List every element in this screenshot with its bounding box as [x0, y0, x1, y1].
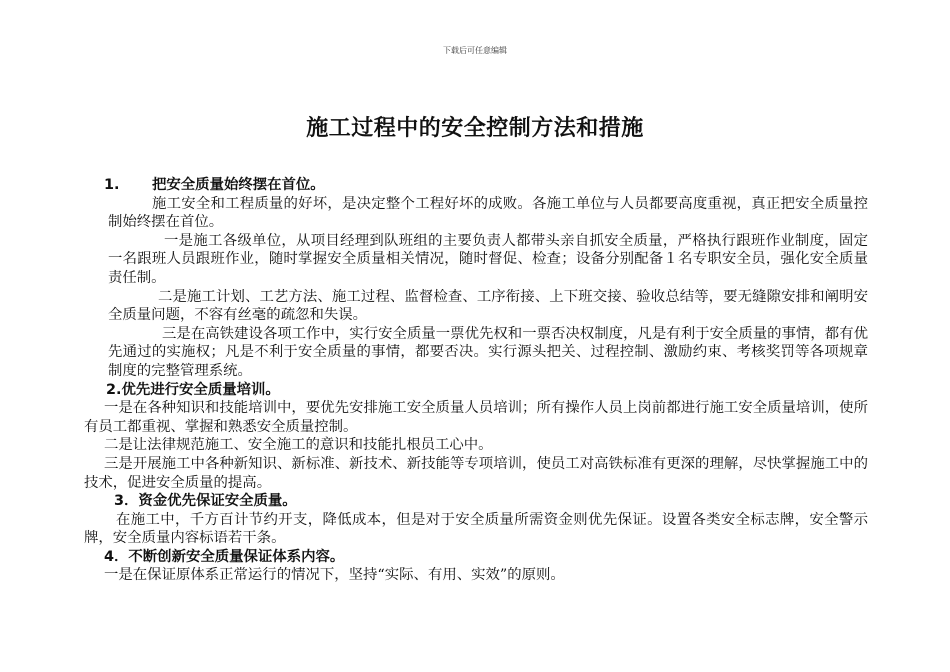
section-2-paragraph: 三是开展施工中各种新知识、新标准、新技术、新技能等专项培训，使员工对高铁标准有更深的理解，尽快掌握施工中的技术，促进安全质量的提高。: [84, 455, 868, 491]
section-3-heading: 3．资金优先保证安全质量。: [114, 493, 297, 510]
section-1-paragraph: 二是施工计划、工艺方法、施工过程、监督检查、工序衔接、上下班交接、验收总结等，要无缝隙安排和阐明安全质量问题，不容有丝毫的疏忽和失误。: [108, 288, 868, 324]
section-2-paragraph: 二是让法律规范施工、安全施工的意识和技能扎根员工心中。: [104, 437, 493, 454]
section-1-paragraph: 施工安全和工程质量的好坏，是决定整个工程好坏的成败。各施工单位与人员都要高度重视，真正把安全质量控制始终摆在首位。: [108, 195, 868, 231]
section-1-heading-text: 把安全质量始终摆在首位。: [152, 177, 325, 193]
document-body: [84, 176, 868, 585]
section-4-paragraph: 一是在保证原体系正常运行的情况下，坚持“实际、有用、实效”的原则。: [104, 567, 565, 584]
section-4-heading: 4．不断创新安全质量保证体系内容。: [104, 548, 345, 565]
header-note: 下载后可任意编辑: [443, 46, 507, 55]
section-1-heading: [84, 176, 868, 195]
section-1-paragraph: 一是施工各级单位，从项目经理到队班组的主要负责人都带头亲自抓安全质量，严格执行跟班作业制度，固定一名跟班人员跟班作业，随时掌握安全质量相关情况，随时督促、检查；设备分别配备１名专职安全员，强化安全质量责任制。: [108, 232, 868, 286]
section-1-number: 1.: [104, 177, 120, 193]
section-1-paragraph: 三是在高铁建设各项工作中，实行安全质量一票优先权和一票否决权制度，凡是有利于安全质量的事情，都有优先通过的实施权；凡是不利于安全质量的事情，都要否决。实行源头把关、过程控制、激励约束、考核奖罚等各项规章制度的完整管理系统。: [108, 325, 868, 379]
document-title: 施工过程中的安全控制方法和措施: [306, 116, 644, 141]
section-2-paragraph: 一是在各种知识和技能培训中，要优先安排施工安全质量人员培训；所有操作人员上岗前都进行施工安全质量培训，使所有员工都重视、掌握和熟悉安全质量控制。: [84, 400, 868, 435]
section-2-heading: 2.优先进行安全质量培训。: [106, 381, 280, 398]
section-3-paragraph: 在施工中，千方百计节约开支，降低成本，但是对于安全质量所需资金则优先保证。设置各类安全标志牌，安全警示牌，安全质量内容标语若干条。: [84, 511, 868, 547]
